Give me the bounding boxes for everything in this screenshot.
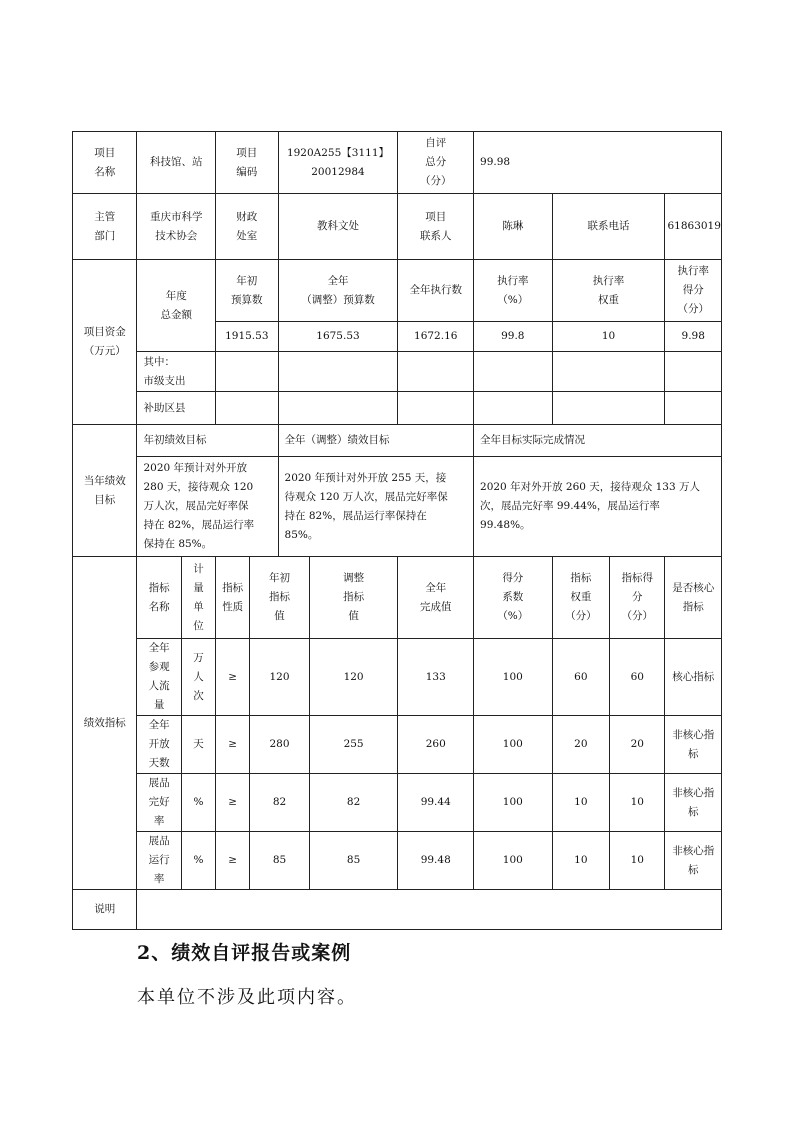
indicator-cell: 10 <box>552 774 609 832</box>
goals-header: 年初绩效目标 <box>137 425 278 457</box>
indicator-cell: 120 <box>309 639 398 716</box>
indicator-cell: 60 <box>610 639 665 716</box>
funds-header: 年初 预算数 <box>216 260 278 322</box>
funds-value: 1915.53 <box>216 322 278 352</box>
indicator-cell: 展品 运行 率 <box>137 832 181 890</box>
funds-header: 执行率 权重 <box>552 260 665 322</box>
funds-total-label: 年度 总金额 <box>137 260 216 352</box>
indicator-header: 全年 完成值 <box>398 557 474 639</box>
indicator-cell: 20 <box>552 716 609 774</box>
indicator-cell: 255 <box>309 716 398 774</box>
empty-cell <box>216 352 278 392</box>
notes-label: 说明 <box>73 890 137 930</box>
empty-cell <box>278 392 398 425</box>
indicator-cell: 260 <box>398 716 474 774</box>
phone-value: 61863019 <box>665 194 722 260</box>
project-name-value: 科技馆、站 <box>137 132 216 194</box>
empty-cell <box>398 352 474 392</box>
indicator-row <box>73 716 722 774</box>
indicator-header: 指标得 分 （分） <box>610 557 665 639</box>
indicator-cell: 85 <box>309 832 398 890</box>
contact-label: 项目 联系人 <box>398 194 474 260</box>
finance-office-value: 教科文处 <box>278 194 398 260</box>
indicator-cell: 99.44 <box>398 774 474 832</box>
indicator-cell: 100 <box>474 774 553 832</box>
indicator-cell: 非核心指 标 <box>665 832 722 890</box>
funds-header: 全年执行数 <box>398 260 474 322</box>
project-name-label: 项目 名称 <box>73 132 137 194</box>
goal-initial-text: 2020 年预计对外开放 280 天，接待观众 120 万人次，展品完好率保 持在 82%，展品运行率 保持在 85%。 <box>137 457 278 557</box>
phone-label: 联系电话 <box>552 194 665 260</box>
contact-value: 陈琳 <box>474 194 553 260</box>
indicator-cell: 全年 参观 人流 量 <box>137 639 181 716</box>
indicator-cell: 10 <box>610 774 665 832</box>
section-body: 本单位不涉及此项内容。 <box>137 987 357 1008</box>
indicator-cell: ≥ <box>216 639 250 716</box>
indicator-header: 年初 指标 值 <box>250 557 309 639</box>
indicator-header: 指标 名称 <box>137 557 181 639</box>
empty-cell <box>665 352 722 392</box>
indicator-row <box>73 832 722 890</box>
section-heading: 2、绩效自评报告或案例 <box>137 942 352 964</box>
indicator-header: 指标 权重 （分） <box>552 557 609 639</box>
funds-header: 执行率 （%） <box>474 260 553 322</box>
empty-cell <box>552 392 665 425</box>
funds-label: 项目资金 （万元） <box>73 260 137 425</box>
goals-label: 当年绩效 目标 <box>73 425 137 557</box>
goals-header: 全年（调整）绩效目标 <box>278 425 474 457</box>
empty-cell <box>552 352 665 392</box>
indicator-cell: 280 <box>250 716 309 774</box>
indicator-cell: 万 人 次 <box>181 639 215 716</box>
funds-value: 10 <box>552 322 665 352</box>
indicator-cell: 82 <box>309 774 398 832</box>
dept-value: 重庆市科学 技术协会 <box>137 194 216 260</box>
indicator-cell: 非核心指 标 <box>665 716 722 774</box>
indicator-cell: 10 <box>552 832 609 890</box>
goal-actual-text: 2020 年对外开放 260 天，接待观众 133 万人 次，展品完好率 99.44%，展品运行率 99.48%。 <box>474 457 722 557</box>
indicator-cell: 60 <box>552 639 609 716</box>
indicator-cell: ≥ <box>216 716 250 774</box>
funds-value: 99.8 <box>474 322 553 352</box>
indicator-cell: ≥ <box>216 832 250 890</box>
indicator-cell: 展品 完好 率 <box>137 774 181 832</box>
indicator-cell: 20 <box>610 716 665 774</box>
indicator-cell: 核心指标 <box>665 639 722 716</box>
funds-value: 1675.53 <box>278 322 398 352</box>
indicator-cell: 100 <box>474 832 553 890</box>
indicator-cell: 10 <box>610 832 665 890</box>
funds-sub-city-label: 其中： 市级支出 <box>137 352 216 392</box>
indicator-cell: 100 <box>474 639 553 716</box>
indicator-cell: 120 <box>250 639 309 716</box>
funds-header: 执行率 得分 （分） <box>665 260 722 322</box>
empty-cell <box>474 352 553 392</box>
indicator-cell: ≥ <box>216 774 250 832</box>
indicator-row <box>73 639 722 716</box>
funds-value: 1672.16 <box>398 322 474 352</box>
indicator-cell: % <box>181 774 215 832</box>
indicator-header: 是否核心 指标 <box>665 557 722 639</box>
indicator-cell: 82 <box>250 774 309 832</box>
indicator-cell: % <box>181 832 215 890</box>
indicator-header: 调整 指标 值 <box>309 557 398 639</box>
finance-office-label: 财政 处室 <box>216 194 278 260</box>
notes-value <box>137 890 722 930</box>
project-code-value: 1920A255【3111】 20012984 <box>278 132 398 194</box>
performance-table <box>72 131 722 930</box>
indicator-cell: 全年 开放 天数 <box>137 716 181 774</box>
empty-cell <box>278 352 398 392</box>
dept-label: 主管 部门 <box>73 194 137 260</box>
indicator-cell: 100 <box>474 716 553 774</box>
indicator-header: 得分 系数 （%） <box>474 557 553 639</box>
indicator-row <box>73 774 722 832</box>
project-code-label: 项目 编码 <box>216 132 278 194</box>
indicator-cell: 天 <box>181 716 215 774</box>
goals-header: 全年目标实际完成情况 <box>474 425 722 457</box>
goal-adjusted-text: 2020 年预计对外开放 255 天，接 待观众 120 万人次，展品完好率保 持在 82%，展品运行率保持在 85%。 <box>278 457 474 557</box>
indicator-cell: 85 <box>250 832 309 890</box>
self-score-label: 自评 总分 （分） <box>398 132 474 194</box>
empty-cell <box>398 392 474 425</box>
indicator-cell: 99.48 <box>398 832 474 890</box>
funds-value: 9.98 <box>665 322 722 352</box>
self-score-value: 99.98 <box>474 132 722 194</box>
empty-cell <box>474 392 553 425</box>
indicator-header: 计 量 单 位 <box>181 557 215 639</box>
empty-cell <box>665 392 722 425</box>
funds-sub-district-label: 补助区县 <box>137 392 216 425</box>
empty-cell <box>216 392 278 425</box>
indicator-header: 指标 性质 <box>216 557 250 639</box>
indicators-label: 绩效指标 <box>73 557 137 890</box>
funds-header: 全年 （调整）预算数 <box>278 260 398 322</box>
indicator-cell: 非核心指 标 <box>665 774 722 832</box>
indicator-cell: 133 <box>398 639 474 716</box>
